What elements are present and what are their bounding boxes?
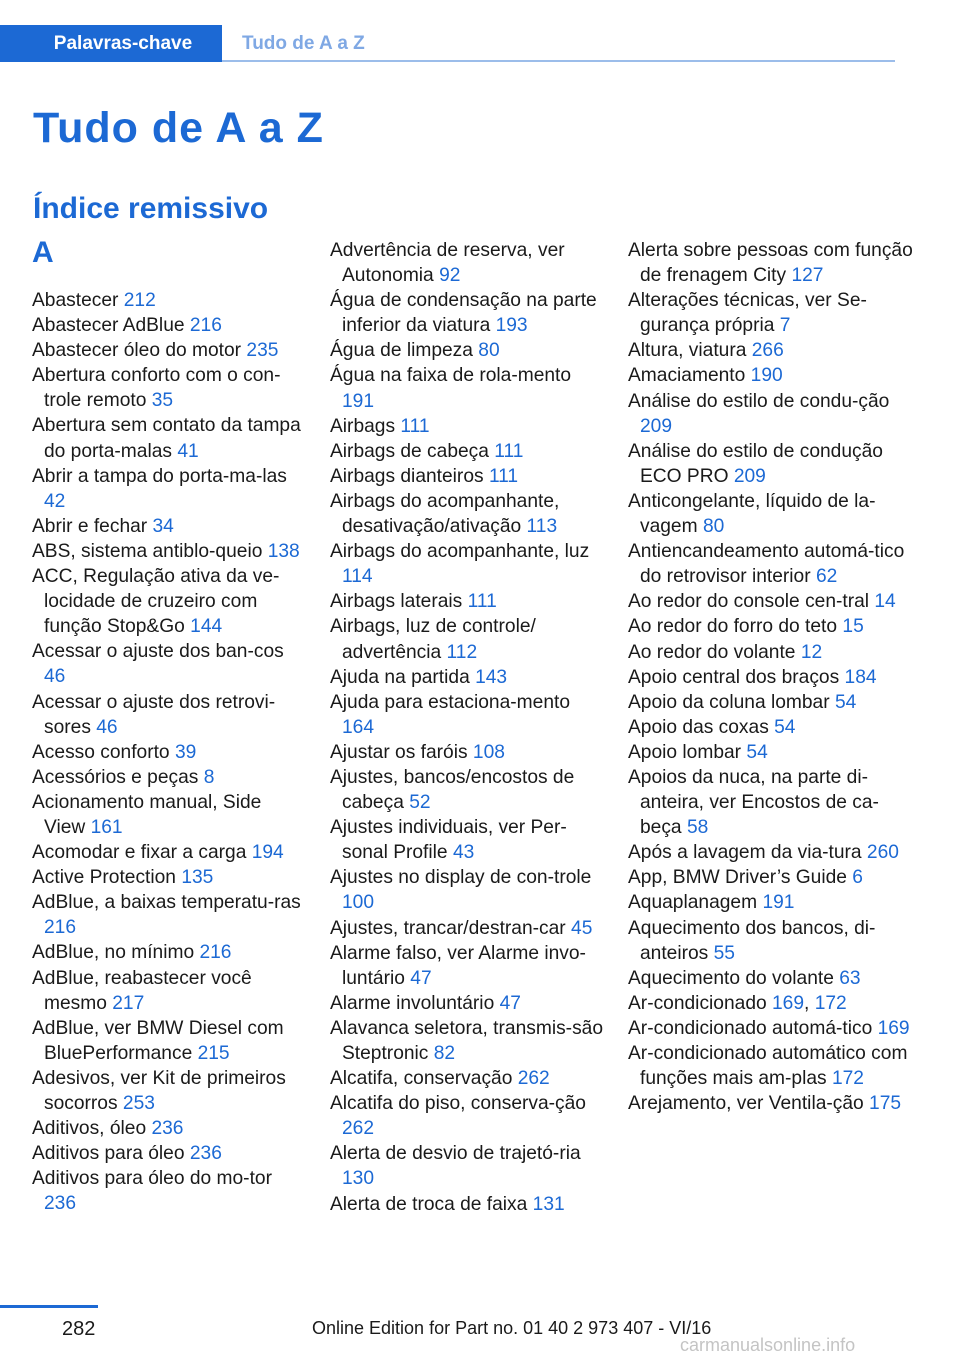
page-link[interactable]: 39 — [174, 741, 197, 763]
index-entry-text: Aquecimento dos bancos, di-anteiros — [628, 917, 876, 964]
index-entry — [628, 489, 913, 539]
index-entry-text: Alarme involuntário — [330, 992, 495, 1014]
index-entry — [32, 288, 307, 313]
index-entry-text: Alterações técnicas, ver Se-gurança própria — [628, 290, 867, 337]
page-link[interactable]: 191 — [342, 390, 375, 412]
page-link[interactable]: 262 — [517, 1068, 550, 1090]
page-link[interactable]: 143 — [475, 666, 508, 688]
index-entry-text: Ao redor do forro do teto — [628, 616, 838, 638]
index-entry — [32, 639, 307, 689]
index-entry-text: Ajustes no display de con-trole — [330, 867, 592, 889]
page-link[interactable]: 15 — [842, 616, 864, 638]
page-link[interactable]: 80 — [478, 340, 500, 362]
index-column-1 — [32, 238, 307, 1216]
index-entry — [628, 589, 913, 614]
index-entry-text: Aditivos para óleo — [32, 1143, 185, 1165]
tab-tudo-de-a-a-z[interactable]: Tudo de A a Z — [242, 32, 365, 54]
index-entry — [330, 363, 605, 413]
page-link[interactable]: 114 — [342, 566, 373, 588]
page-link[interactable]: 191 — [762, 892, 795, 914]
page-link[interactable]: 169 — [772, 992, 805, 1014]
page-link[interactable]: 112 — [446, 641, 478, 663]
index-entry — [32, 413, 307, 463]
index-entry-text: Abastecer AdBlue — [32, 315, 185, 337]
index-entry — [32, 966, 307, 1016]
index-entry-text: AdBlue, a baixas temperatu-ras — [32, 892, 301, 914]
index-entry-text: Ao redor do volante — [628, 641, 796, 663]
index-entry — [330, 865, 605, 915]
index-entry-text: Amaciamento — [628, 365, 746, 387]
index-entry-text: Abastecer — [32, 290, 119, 311]
page-link[interactable]: 161 — [90, 816, 123, 838]
index-entry-text: Acessórios e peças — [32, 766, 199, 788]
page-link[interactable]: 108 — [472, 741, 505, 763]
page-link[interactable]: 43 — [452, 842, 475, 864]
index-entry — [32, 464, 307, 514]
page-link[interactable]: 262 — [342, 1118, 375, 1140]
page-link[interactable]: 46 — [44, 666, 66, 688]
page-link[interactable]: 253 — [122, 1093, 155, 1114]
index-entry-text: Ajustes individuais, ver Per-sonal Profile — [330, 817, 567, 864]
index-entry — [330, 539, 605, 589]
index-entry — [330, 288, 605, 338]
index-entry — [628, 1016, 913, 1041]
page-link[interactable]: 194 — [251, 842, 284, 864]
index-entry — [32, 514, 307, 539]
index-entry — [32, 1016, 307, 1066]
page-link[interactable]: 92 — [439, 265, 461, 287]
index-entry — [628, 238, 913, 288]
page-link[interactable]: 8 — [203, 766, 215, 788]
index-entry — [32, 940, 307, 965]
index-entry-text: Airbags dianteiros — [330, 465, 484, 487]
index-entry-text: Ar-condicionado automá-tico — [628, 1017, 873, 1039]
index-entry-text: Abrir a tampa do porta-ma-las — [32, 465, 287, 487]
page-link[interactable]: 130 — [342, 1168, 375, 1190]
index-entry-text: Apoio lombar — [628, 741, 742, 763]
page-link[interactable]: 209 — [733, 465, 766, 487]
index-column-3 — [628, 238, 913, 1116]
page-link[interactable]: 193 — [495, 315, 528, 337]
index-entry-text: Active Protection — [32, 867, 176, 889]
index-entry — [330, 1192, 605, 1217]
index-entry-text: Abertura sem contato da tampa do porta-malas — [32, 415, 301, 462]
index-entry-text: Advertência de reserva, ver Autonomia — [330, 240, 565, 287]
page-link[interactable]: 47 — [499, 992, 521, 1014]
index-entry — [628, 640, 913, 665]
page-link[interactable]: 215 — [197, 1042, 230, 1064]
index-entry-text: Alerta de desvio de trajetó-ria — [330, 1143, 581, 1165]
index-entry-text: Alavanca seletora, transmis-são Steptronic — [330, 1017, 604, 1064]
index-entry-text: Ajustes, bancos/encostos de cabeça — [330, 766, 575, 814]
index-entry-text: Ajustes, trancar/destran-car — [330, 917, 566, 939]
index-entry-text: Airbags do acompanhante, luz — [330, 541, 590, 563]
index-entry — [330, 238, 605, 288]
page-link[interactable]: 6 — [852, 867, 863, 889]
index-entry-text: Água na faixa de rola-mento — [330, 365, 572, 387]
index-entry-text: AdBlue, ver BMW Diesel com BluePerformance — [32, 1017, 284, 1064]
index-entry — [32, 890, 307, 940]
index-entry — [32, 1066, 307, 1116]
index-entry — [628, 1091, 913, 1116]
index-entry-text: Alerta de troca de faixa — [330, 1193, 528, 1215]
page-link[interactable]: 138 — [267, 540, 300, 562]
page-link[interactable]: 111 — [467, 591, 497, 613]
page-link[interactable]: 62 — [815, 566, 838, 588]
index-entry — [32, 865, 307, 890]
index-entry-text: AdBlue, no mínimo — [32, 942, 195, 964]
index-entry-text: Alcatifa, conservação — [330, 1068, 513, 1090]
index-entry-text: Airbags do acompanhante, desativação/ativação — [330, 490, 560, 538]
index-entry — [330, 1141, 605, 1191]
index-column-2 — [330, 238, 605, 1217]
page-link[interactable]: 217 — [112, 992, 145, 1014]
page-link[interactable]: 35 — [151, 390, 174, 412]
page-link[interactable]: 7 — [779, 315, 791, 337]
index-entry-text: Acionamento manual, Side View — [32, 791, 262, 838]
index-entry — [32, 740, 307, 765]
index-entry — [330, 916, 605, 941]
page-link[interactable]: 45 — [571, 917, 593, 939]
index-entry — [330, 690, 605, 740]
index-entry — [628, 363, 913, 388]
index-entry — [628, 389, 913, 439]
index-entry — [32, 765, 307, 790]
index-entry-text: Água de condensação na parte inferior da viatura — [330, 290, 597, 337]
page-link[interactable]: 236 — [44, 1193, 77, 1215]
index-entry: Ar-condicionado 169, 172 — [628, 992, 847, 1014]
page-link[interactable]: 54 — [746, 741, 768, 763]
index-entry-text: Ajustar os faróis — [330, 741, 468, 763]
index-entry — [628, 338, 913, 363]
page-link[interactable]: 12 — [800, 641, 823, 663]
index-entry — [330, 665, 605, 690]
page-link[interactable]: 260 — [866, 842, 899, 864]
index-entry — [330, 941, 605, 991]
index-entry-text: App, BMW Driver’s Guide — [628, 867, 847, 889]
index-entry — [330, 614, 605, 664]
page-link[interactable]: 42 — [44, 490, 66, 512]
index-entry-text: Apoio das coxas — [628, 716, 769, 738]
index-entry-text: Acesso conforto — [32, 741, 170, 763]
index-entry — [32, 363, 307, 413]
page-link[interactable]: 235 — [246, 340, 279, 362]
page-link[interactable]: 216 — [189, 315, 222, 337]
index-entry-text: Antiencandeamento automá-tico do retrovisor interior — [628, 541, 905, 588]
index-entry — [330, 991, 605, 1016]
page-link[interactable]: 144 — [190, 616, 223, 638]
index-entry-text: Alerta sobre pessoas com função de frenagem City — [628, 240, 913, 287]
page-link[interactable]: 127 — [791, 265, 824, 287]
edition-note: Online Edition for Part no. 01 40 2 973 407 - VI/16 — [312, 1318, 712, 1338]
page-link[interactable]: 236 — [151, 1118, 184, 1140]
index-entry-text: Acomodar e fixar a carga — [32, 842, 247, 864]
index-entry-text: Airbags, luz de controle/ advertência — [330, 616, 536, 663]
index-entry — [628, 865, 913, 890]
page-link[interactable]: 58 — [686, 817, 709, 839]
page-link[interactable]: 164 — [342, 716, 375, 738]
page-link[interactable]: 54 — [834, 691, 857, 713]
index-entry — [330, 740, 605, 765]
page-link[interactable]: 209 — [640, 415, 673, 437]
index-entry — [330, 464, 605, 489]
page-link[interactable]: 100 — [342, 892, 375, 914]
page-link[interactable]: 34 — [152, 515, 174, 537]
page-link[interactable]: 52 — [409, 792, 431, 814]
index-entry-text: Ar-condicionado automático com funções mais am-plas — [628, 1043, 908, 1090]
index-entry — [32, 1141, 307, 1166]
index-entry — [32, 840, 307, 865]
index-entry — [628, 765, 913, 840]
index-entry — [628, 439, 913, 489]
index-entry-text: Análise do estilo de condu-ção — [628, 390, 890, 412]
index-entry-text: Acessar o ajuste dos ban-cos — [32, 641, 284, 663]
index-entry-text: Ajuda para estaciona-mento — [330, 691, 570, 713]
index-entry — [628, 690, 913, 715]
index-entry-text: Acessar o ajuste dos retrovi-sores — [32, 691, 276, 738]
footer-accent-line — [0, 1305, 98, 1308]
index-entry-text: Ao redor do console cen-tral — [628, 591, 870, 613]
index-entry — [330, 414, 605, 439]
index-entry — [330, 1066, 605, 1091]
index-entry — [330, 1016, 605, 1066]
index-entry — [628, 715, 913, 740]
page-link[interactable]: 236 — [189, 1143, 222, 1165]
page-link[interactable]: 131 — [532, 1193, 565, 1215]
index-entry-text: Análise do estilo de condução ECO PRO — [628, 440, 883, 487]
index-entry-text: Aditivos para óleo do mo-tor — [32, 1168, 272, 1190]
page-link[interactable]: 172 — [814, 992, 847, 1014]
index-entry-text: Airbags — [330, 415, 396, 437]
index-entry — [330, 439, 605, 464]
index-entry — [628, 1041, 913, 1091]
index-entry-text: Apoio central dos braços — [628, 666, 840, 688]
page-link[interactable]: 80 — [702, 516, 725, 538]
index-entry — [330, 489, 605, 539]
page-link[interactable]: 169 — [877, 1017, 910, 1039]
header-divider — [222, 60, 895, 62]
index-entry-text: AdBlue, reabastecer você mesmo — [32, 967, 252, 1014]
index-entry-text: Airbags de cabeça — [330, 440, 489, 462]
index-entry-text: Aditivos, óleo — [32, 1118, 147, 1140]
index-entry — [628, 890, 913, 915]
page-link[interactable]: 55 — [713, 942, 735, 964]
index-entry — [330, 1091, 605, 1141]
index-entry — [330, 815, 605, 865]
index-entry-text: Ar-condicionado — [628, 992, 767, 1014]
index-letter: A — [32, 236, 54, 269]
index-entry-text: Água de limpeza — [330, 340, 473, 362]
section-title: Índice remissivo — [33, 192, 269, 225]
index-entry — [32, 313, 307, 338]
header-tabs — [0, 25, 895, 62]
page-link[interactable]: 216 — [199, 942, 232, 964]
index-entry-text: ACC, Regulação ativa da ve-locidade de cruzeiro com função Stop&Go — [32, 566, 280, 638]
page-link[interactable]: 63 — [839, 967, 861, 989]
index-entry — [628, 966, 913, 991]
index-entry-text: Alcatifa do piso, conserva-ção — [330, 1093, 586, 1115]
page-link[interactable]: 216 — [44, 917, 77, 939]
page-number: 282 — [62, 1318, 96, 1340]
page-link[interactable]: 54 — [774, 716, 796, 738]
page-title: Tudo de A a Z — [33, 104, 324, 152]
index-entry — [330, 589, 605, 614]
index-entry — [32, 1166, 307, 1216]
index-entry — [32, 539, 307, 564]
index-entry-text: Apoios da nuca, na parte di-anteira, ver Encostos de ca-beça — [628, 766, 879, 839]
index-entry-text: Apoio da coluna lombar — [628, 691, 830, 713]
page-link[interactable]: 172 — [831, 1068, 864, 1090]
index-entry-text: Altura, viatura — [628, 340, 747, 362]
index-entry — [32, 564, 307, 639]
tab-palavras-chave[interactable]: Palavras-chave — [0, 25, 222, 62]
page-link[interactable]: 82 — [433, 1043, 456, 1064]
page-link[interactable]: 190 — [750, 365, 783, 387]
index-entry-text: ABS, sistema antiblo-queio — [32, 540, 263, 562]
index-entry — [628, 539, 913, 589]
watermark: carmanualsonline.info — [680, 1335, 856, 1355]
page-link[interactable]: 135 — [181, 867, 214, 889]
index-entry-text: Arejamento, ver Ventila-ção — [628, 1093, 864, 1115]
page-link[interactable]: 47 — [410, 967, 432, 989]
index-entry — [628, 288, 913, 338]
index-entry — [32, 690, 307, 740]
index-entry — [628, 916, 913, 966]
index-entry — [628, 614, 913, 639]
index-entry-text: Ajuda na partida — [330, 666, 470, 688]
index-entry-text: Anticongelante, líquido de la-vagem — [628, 490, 876, 538]
index-entry-text: Aquaplanagem — [628, 892, 758, 914]
page-link[interactable]: 46 — [96, 716, 118, 738]
index-entry-text: Abastecer óleo do motor — [32, 340, 242, 362]
index-entry — [32, 790, 307, 840]
index-entry — [32, 1116, 307, 1141]
page-link[interactable]: 111 — [488, 465, 519, 487]
index-entry — [330, 338, 605, 363]
page-link[interactable]: 41 — [177, 440, 199, 462]
page-link[interactable]: 14 — [874, 591, 896, 613]
index-entry — [628, 740, 913, 765]
index-entry-text: Após a lavagem da via-tura — [628, 842, 862, 864]
index-entry — [628, 840, 913, 865]
index-entry-text: Adesivos, ver Kit de primeiros socorros — [32, 1067, 286, 1114]
index-entry-text: Airbags laterais — [330, 591, 463, 613]
page-link[interactable]: 212 — [123, 290, 156, 311]
index-entry — [628, 665, 913, 690]
page-link[interactable]: 111 — [494, 440, 524, 462]
index-entry-text: Abrir e fechar — [32, 515, 148, 537]
page-link[interactable]: 111 — [400, 415, 430, 437]
index-entry-text: Abertura conforto com o con-trole remoto — [32, 365, 281, 412]
page-link[interactable]: 184 — [844, 666, 877, 688]
page-link[interactable]: 175 — [869, 1093, 902, 1115]
index-entry-text: Aquecimento do volante — [628, 967, 834, 989]
index-entry-text: Alarme falso, ver Alarme invo-luntário — [330, 942, 586, 989]
page-link[interactable]: 266 — [751, 340, 784, 362]
page-link[interactable]: 113 — [526, 516, 558, 538]
index-entry — [330, 765, 605, 815]
index-entry — [32, 338, 307, 363]
